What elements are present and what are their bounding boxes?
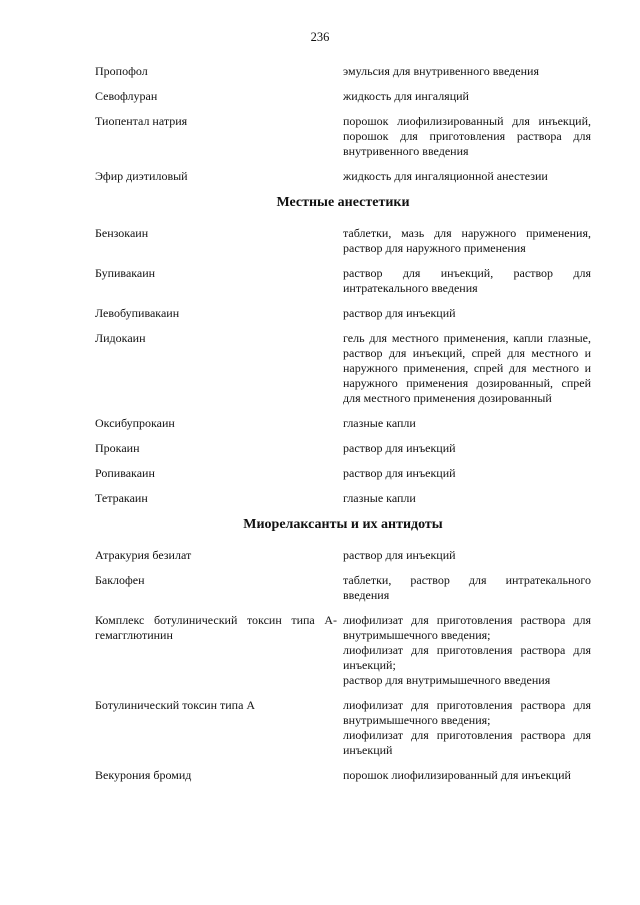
dosage-forms (343, 64, 591, 79)
dosage-form-line: жидкость для ингаляционной анестезии (343, 169, 548, 183)
list-item (95, 613, 591, 688)
drug-name: Комплекс ботулинический токсин типа А-гемагглютинин (95, 613, 337, 642)
list-item (95, 416, 591, 431)
dosage-form-line: лиофилизат для приготовления раствора для внутримышечного введения; (343, 613, 591, 642)
dosage-form-line: таблетки, мазь для наружного применения, раствор для наружного применения (343, 226, 591, 255)
drug-name: Векурония бромид (95, 768, 192, 782)
dosage-forms (343, 698, 591, 758)
dosage-form-line: эмульсия для внутривенного введения (343, 64, 539, 78)
dosage-forms (343, 331, 591, 406)
drug-name: Бупивакаин (95, 266, 156, 280)
drug-list (95, 64, 591, 793)
dosage-form-line: порошок лиофилизированный для инъекций (343, 768, 571, 782)
dosage-forms (343, 226, 591, 256)
dosage-form-line: раствор для инъекций (343, 548, 456, 562)
list-item (95, 466, 591, 481)
dosage-forms (343, 441, 591, 456)
list-item (95, 266, 591, 296)
drug-name: Бензокаин (95, 226, 149, 240)
drug-name: Ботулинический токсин типа А (95, 698, 256, 712)
dosage-form-line: жидкость для ингаляций (343, 89, 469, 103)
drug-name: Тетракаин (95, 491, 148, 505)
dosage-forms (343, 169, 591, 184)
dosage-form-line: раствор для инъекций (343, 306, 456, 320)
dosage-form-line: глазные капли (343, 416, 416, 430)
dosage-forms (343, 266, 591, 296)
dosage-forms (343, 114, 591, 159)
drug-name: Ропивакаин (95, 466, 155, 480)
dosage-forms (343, 768, 591, 783)
dosage-form-line: раствор для инъекций, раствор для интратекального введения (343, 266, 591, 295)
list-item (95, 698, 591, 758)
dosage-forms (343, 466, 591, 481)
dosage-form-line: лиофилизат для приготовления раствора для внутримышечного введения; (343, 698, 591, 727)
dosage-form-line: таблетки, раствор для интратекального введения (343, 573, 591, 602)
list-item (95, 768, 591, 783)
dosage-forms (343, 89, 591, 104)
list-item (95, 548, 591, 563)
list-item (95, 64, 591, 79)
section-heading: Местные анестетики (276, 195, 410, 210)
dosage-form-line: гель для местного применения, капли глазные, раствор для инъекций, спрей для местного и наружного применения, спрей для местного и наружного применения дозированный, спрей для местного применения дозированный (343, 331, 591, 405)
list-item (95, 573, 591, 603)
drug-name: Баклофен (95, 573, 145, 587)
drug-name: Лидокаин (95, 331, 146, 345)
dosage-form-line: порошок лиофилизированный для инъекций, порошок для приготовления раствора для внутривенного введения (343, 114, 591, 158)
list-item (95, 114, 591, 159)
dosage-forms (343, 573, 591, 603)
list-item (95, 226, 591, 256)
dosage-forms (343, 416, 591, 431)
dosage-form-line: лиофилизат для приготовления раствора для инъекций (343, 728, 591, 757)
dosage-forms (343, 491, 591, 506)
drug-name: Прокаин (95, 441, 140, 455)
dosage-form-line: глазные капли (343, 491, 416, 505)
list-item (95, 491, 591, 506)
dosage-form-line: раствор для инъекций (343, 441, 456, 455)
dosage-form-line: раствор для внутримышечного введения (343, 673, 551, 687)
list-item (95, 306, 591, 321)
list-item (95, 441, 591, 456)
section-heading: Миорелаксанты и их антидоты (243, 517, 443, 532)
list-item (95, 89, 591, 104)
list-item (95, 331, 591, 406)
dosage-forms (343, 306, 591, 321)
drug-name: Левобупивакаин (95, 306, 180, 320)
dosage-form-line: лиофилизат для приготовления раствора для инъекций; (343, 643, 591, 672)
page-number: 236 (310, 30, 330, 44)
dosage-forms (343, 548, 591, 563)
dosage-form-line: раствор для инъекций (343, 466, 456, 480)
drug-name: Севофлуран (95, 89, 158, 103)
list-item (95, 169, 591, 184)
drug-name: Атракурия безилат (95, 548, 192, 562)
drug-name: Оксибупрокаин (95, 416, 175, 430)
drug-name: Тиопентал натрия (95, 114, 188, 128)
drug-name: Эфир диэтиловый (95, 169, 188, 183)
dosage-forms (343, 613, 591, 688)
drug-name: Пропофол (95, 64, 148, 78)
